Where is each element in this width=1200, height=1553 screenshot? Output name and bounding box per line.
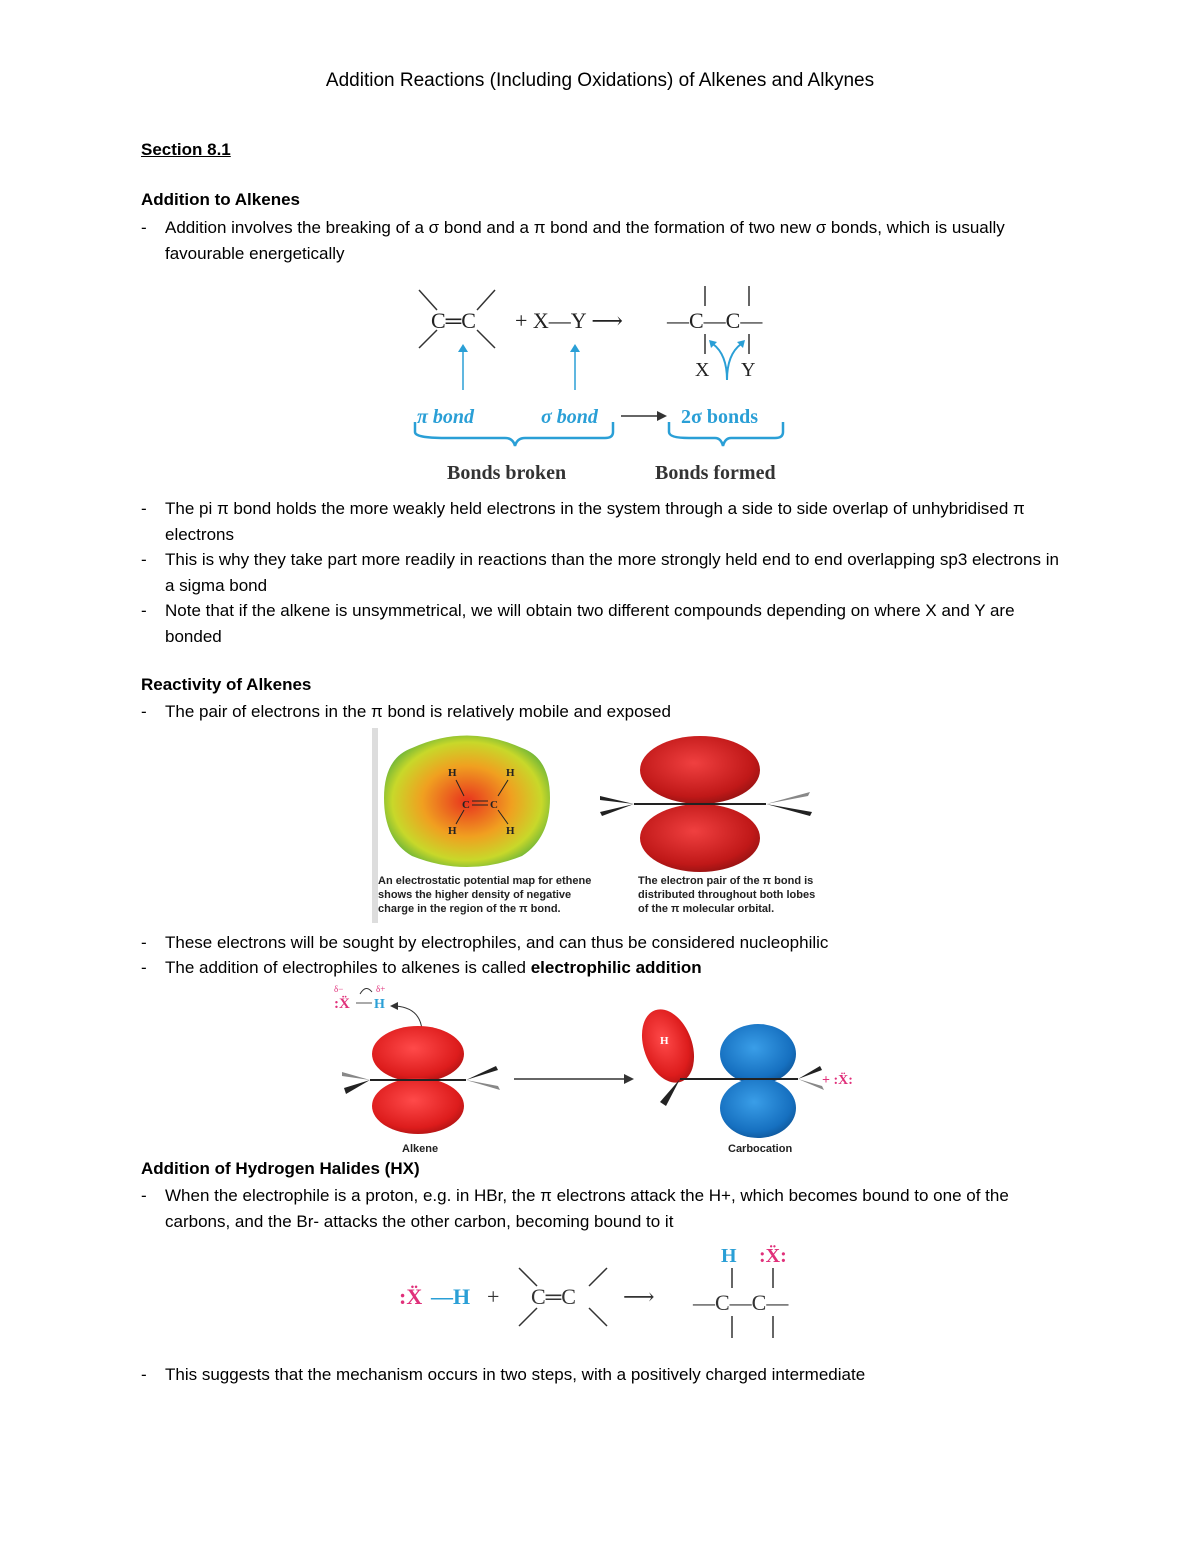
atom-h: H — [506, 767, 515, 779]
list-item: - These electrons will be sought by electrophiles, and can thus be considered nucleophilic — [141, 930, 1071, 956]
caption-right-line: distributed throughout both lobes — [638, 889, 816, 901]
carbocation-lobe-top — [720, 1024, 796, 1084]
two-sigma-label: 2σ bonds — [681, 406, 759, 428]
section-heading: Section 8.1 — [141, 140, 231, 159]
caption-left-line: An electrostatic potential map for ethene — [378, 875, 592, 887]
list-item: - When the electrophile is a proton, e.g. in HBr, the π electrons attack the H+, which becomes bound to one of the carbons, and the Br- attacks the other carbon, becoming bound to it — [141, 1183, 1071, 1234]
reactivity-heading: Reactivity of Alkenes — [141, 675, 312, 694]
bonds-formed-label: Bonds formed — [655, 462, 776, 484]
caption-left-line: charge in the region of the π bond. — [378, 903, 561, 915]
page-title: Addition Reactions (Including Oxidations) of Alkenes and Alkynes — [325, 70, 875, 91]
bullet-text: When the electrophile is a proton, e.g. in HBr, the π electrons attack the H+, which becomes bound to one of the carbons, and the Br- attacks the other carbon, becoming bound to it — [165, 1186, 1009, 1231]
product-y: Y — [741, 359, 756, 381]
caption-right-line: of the π molecular orbital. — [638, 903, 775, 915]
alkene-cc: C═C — [431, 308, 476, 333]
product-x: X — [695, 359, 710, 381]
atom-c: C — [490, 799, 498, 811]
hx-addition-figure — [395, 1238, 815, 1348]
caption-right-line: The electron pair of the π bond is — [638, 875, 814, 887]
delta-plus: δ+ — [376, 984, 386, 994]
addition-heading: Addition to Alkenes — [141, 190, 300, 209]
sigma-bond-label: σ bond — [541, 406, 598, 428]
list-item: - Note that if the alkene is unsymmetrical, we will obtain two different compounds depending on where X and Y are bonded — [141, 598, 1071, 649]
addition-scheme-figure — [405, 280, 795, 490]
atom-h: H — [448, 825, 457, 837]
hx-h: —H — [431, 1284, 471, 1309]
bullet-text: Note that if the alkene is unsymmetrical, we will obtain two different compounds depending on where X and Y are bonded — [165, 601, 1015, 646]
list-item: - Addition involves the breaking of a σ bond and a π bond and the formation of two new σ bonds, which is usually favourable energetically — [141, 215, 1071, 266]
product-cc: —C—C— — [693, 1290, 789, 1315]
bullet-text: These electrons will be sought by electrophiles, and can thus be considered nucleophilic — [165, 933, 829, 952]
list-item: - The pair of electrons in the π bond is relatively mobile and exposed — [141, 699, 1071, 725]
delta-minus: δ− — [334, 984, 344, 994]
pi-lobe-top — [640, 736, 760, 804]
alkene-lobe-bottom — [372, 1078, 464, 1134]
pi-lobe-bottom — [640, 804, 760, 872]
carbocation-h: H — [660, 1035, 669, 1047]
alkene-label: Alkene — [402, 1143, 439, 1155]
reagent-xy: + X—Y ⟶ — [515, 308, 623, 333]
bullet-text-bold: electrophilic addition — [530, 958, 702, 977]
bullet-text — [165, 955, 1071, 981]
bullet-text: This is why they take part more readily in reactions than the more strongly held end to end overlapping sp3 electrons in a sigma bond — [165, 550, 1059, 595]
hx-h: H — [374, 997, 385, 1012]
list-item: - The addition of electrophiles to alkenes is called electrophilic addition — [141, 955, 1071, 981]
bullet-text: This suggests that the mechanism occurs in two steps, with a positively charged intermediate — [165, 1365, 866, 1384]
pi-orbital-figure — [372, 728, 832, 928]
list-item: - This is why they take part more readily in reactions than the more strongly held end to end overlapping sp3 electrons in a sigma bond — [141, 547, 1071, 598]
hx-x: :Ẍ — [334, 996, 350, 1012]
hx-x: :Ẍ — [399, 1284, 423, 1309]
halide-ion: + :Ẍ: — [822, 1073, 853, 1088]
atom-h: H — [506, 825, 515, 837]
atom-h: H — [448, 767, 457, 779]
carbocation-label: Carbocation — [728, 1143, 793, 1155]
bullet-text: Addition involves the breaking of a σ bond and a π bond and the formation of two new σ bonds, which is usually favourable energetically — [165, 218, 1005, 263]
alkene-cc: C═C — [531, 1284, 576, 1309]
bullet-text: The pi π bond holds the more weakly held electrons in the system through a side to side overlap of unhybridised π electrons — [165, 499, 1025, 544]
reaction-arrow: ⟶ — [623, 1284, 655, 1309]
hx-heading: Addition of Hydrogen Halides (HX) — [141, 1159, 420, 1178]
product-x: :Ẍ: — [759, 1245, 787, 1267]
electrophilic-addition-figure — [330, 982, 875, 1157]
atom-c: C — [462, 799, 470, 811]
bonds-broken-label: Bonds broken — [447, 462, 567, 484]
pi-bond-label: π bond — [417, 406, 475, 428]
alkene-lobe-top — [372, 1026, 464, 1082]
product-h: H — [721, 1245, 737, 1267]
caption-left-line: shows the higher density of negative — [378, 889, 572, 901]
list-item: - The pi π bond holds the more weakly held electrons in the system through a side to side overlap of unhybridised π electrons — [141, 496, 1071, 547]
plus-sign: + — [487, 1284, 500, 1309]
list-item: - This suggests that the mechanism occurs in two steps, with a positively charged intermediate — [141, 1362, 1071, 1388]
product-cc: —C—C— — [667, 308, 763, 333]
bullet-text: The pair of electrons in the π bond is relatively mobile and exposed — [165, 702, 671, 721]
carbocation-lobe-bottom — [720, 1078, 796, 1138]
bullet-text-plain: The addition of electrophiles to alkenes is called — [165, 958, 531, 977]
